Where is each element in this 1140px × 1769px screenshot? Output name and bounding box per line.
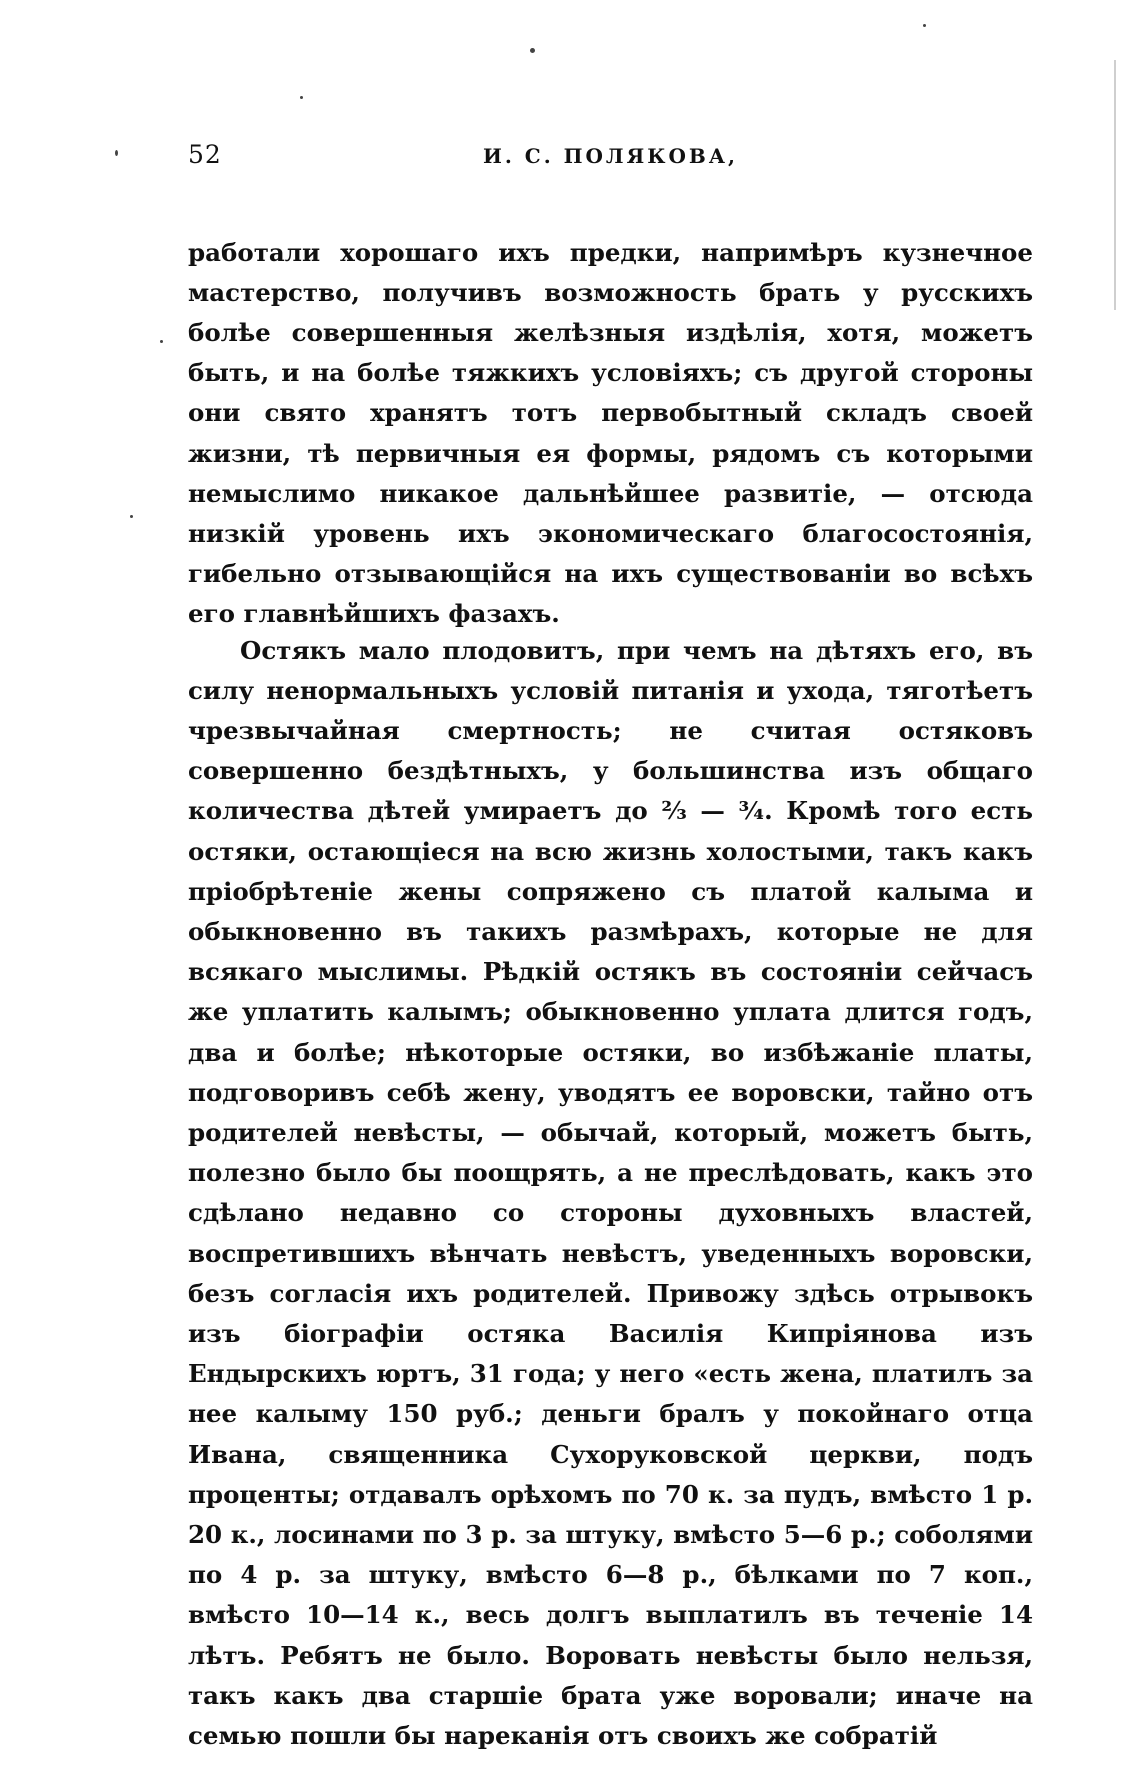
page-number: 52	[188, 140, 222, 169]
scan-edge-mark	[1114, 60, 1116, 310]
scan-speck	[130, 515, 133, 518]
paragraph-continued: работали хорошаго ихъ предки, напримѣръ кузнечное мастерство, получивъ возможность брать у русскихъ болѣе совершенныя желѣзныя издѣлія, хотя, можетъ быть, и на болѣе тяжкихъ условіяхъ; съ другой стороны они свято хранятъ тотъ первобытный складъ своей жизни, тѣ первичныя ея формы, рядомъ съ которыми немыслимо никакое дальнѣйшее развитіе, — отсюда низкій уровень ихъ экономическаго благосостоянія, гибельно отзывающійся на ихъ существованіи во всѣхъ его главнѣйшихъ фазахъ.	[188, 237, 1033, 629]
scan-speck	[115, 150, 118, 156]
paragraph-ostyak-fertility: Остякъ мало плодовитъ, при чемъ на дѣтяхъ его, въ силу ненормальныхъ условій питанія и ухода, тяготѣетъ чрезвычайная смертность; не считая остяковъ совершенно бездѣтныхъ, у большинства изъ общаго количества дѣтей умираетъ до ⅔ — ¾. Кромѣ того есть остяки, остающіеся на всю жизнь холостыми, такъ какъ пріобрѣтеніе жены сопряжено съ платой калыма и обыкновенно въ такихъ размѣрахъ, которые не для всякаго мыслимы. Рѣдкій остякъ въ состояніи сейчасъ же уплатить калымъ; обыкновенно уплата длится годъ, два и болѣе; нѣкоторые остяки, во избѣжаніе платы, подговоривъ себѣ жену, уводятъ ее воровски, тайно отъ родителей невѣсты, — обычай, который, можетъ быть, полезно было бы поощрять, а не преслѣдовать, какъ это сдѣлано недавно со стороны духовныхъ властей, воспретившихъ вѣнчать невѣстъ, уведенныхъ воровски, безъ согласія ихъ родителей. Привожу здѣсь отрывокъ изъ біографіи остяка Василія Кипріянова изъ Ендырскихъ юртъ, 31 года; у него «есть жена, платилъ за нее калыму 150 руб.; деньги бралъ у покойнаго отца Ивана, священника Сухоруковской церкви, подъ проценты; отдавалъ орѣхомъ по 70 к. за пудъ, вмѣсто 1 р. 20 к., лосинами по 3 р. за штуку, вмѣсто 5—6 р.; соболями по 4 р. за штуку, вмѣсто 6—8 р., бѣлками по 7 коп., вмѣсто 10—14 к., весь долгъ выплатилъ въ теченіе 14 лѣтъ. Ребятъ не было. Воровать невѣсты было нельзя, такъ какъ два старшіе брата уже воровали; иначе на семью пошли бы нареканія отъ своихъ же собратій	[188, 635, 1033, 1750]
scan-speck	[530, 48, 535, 53]
page-header	[188, 140, 1033, 180]
scan-speck	[300, 96, 303, 99]
scan-speck	[160, 340, 163, 343]
running-head: И. С. ПОЛЯКОВА,	[482, 144, 739, 168]
scan-speck	[923, 24, 926, 27]
